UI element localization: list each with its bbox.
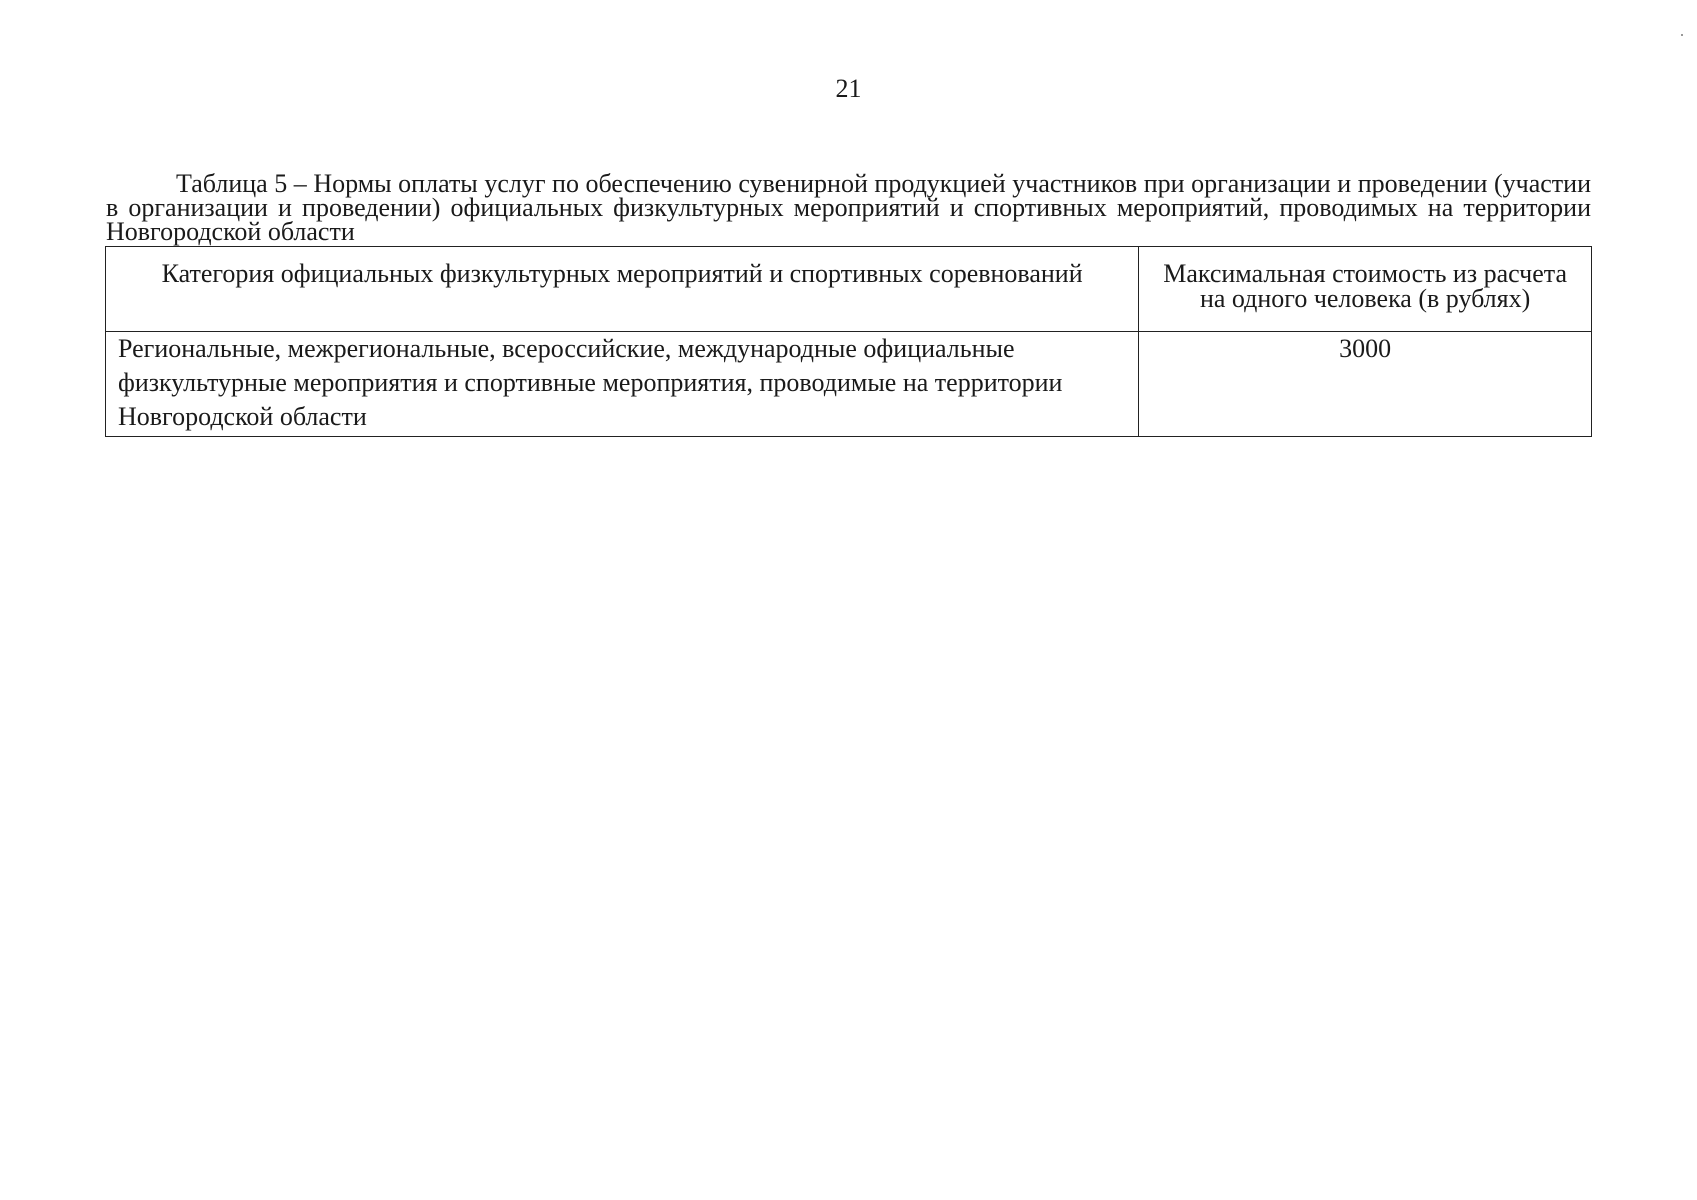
page-number: 21	[835, 74, 862, 103]
table-header-row	[106, 247, 1592, 332]
header-category: Категория официальных физкультурных мероприятий и спортивных соревнований	[106, 247, 1139, 332]
header-max-cost: Максимальная стоимость из расчета на одного человека (в рублях)	[1139, 247, 1592, 332]
table-row	[106, 332, 1592, 437]
row-cost: 3000	[1139, 332, 1592, 437]
norms-table	[105, 246, 1592, 437]
scan-artifact-dot	[1681, 34, 1683, 36]
row-category: Региональные, межрегиональные, всероссийские, международные официальные физкультурные мероприятия и спортивные мероприятия, проводимые на территории Новгородской области	[106, 332, 1139, 437]
table-caption: Таблица 5 – Нормы оплаты услуг по обеспечению сувенирной продукцией участников при организации и проведении (участии в организации и проведении) официальных физкультурных мероприятий и спортивных мероприятий, проводимых на территории Новгородской области	[106, 169, 1591, 246]
